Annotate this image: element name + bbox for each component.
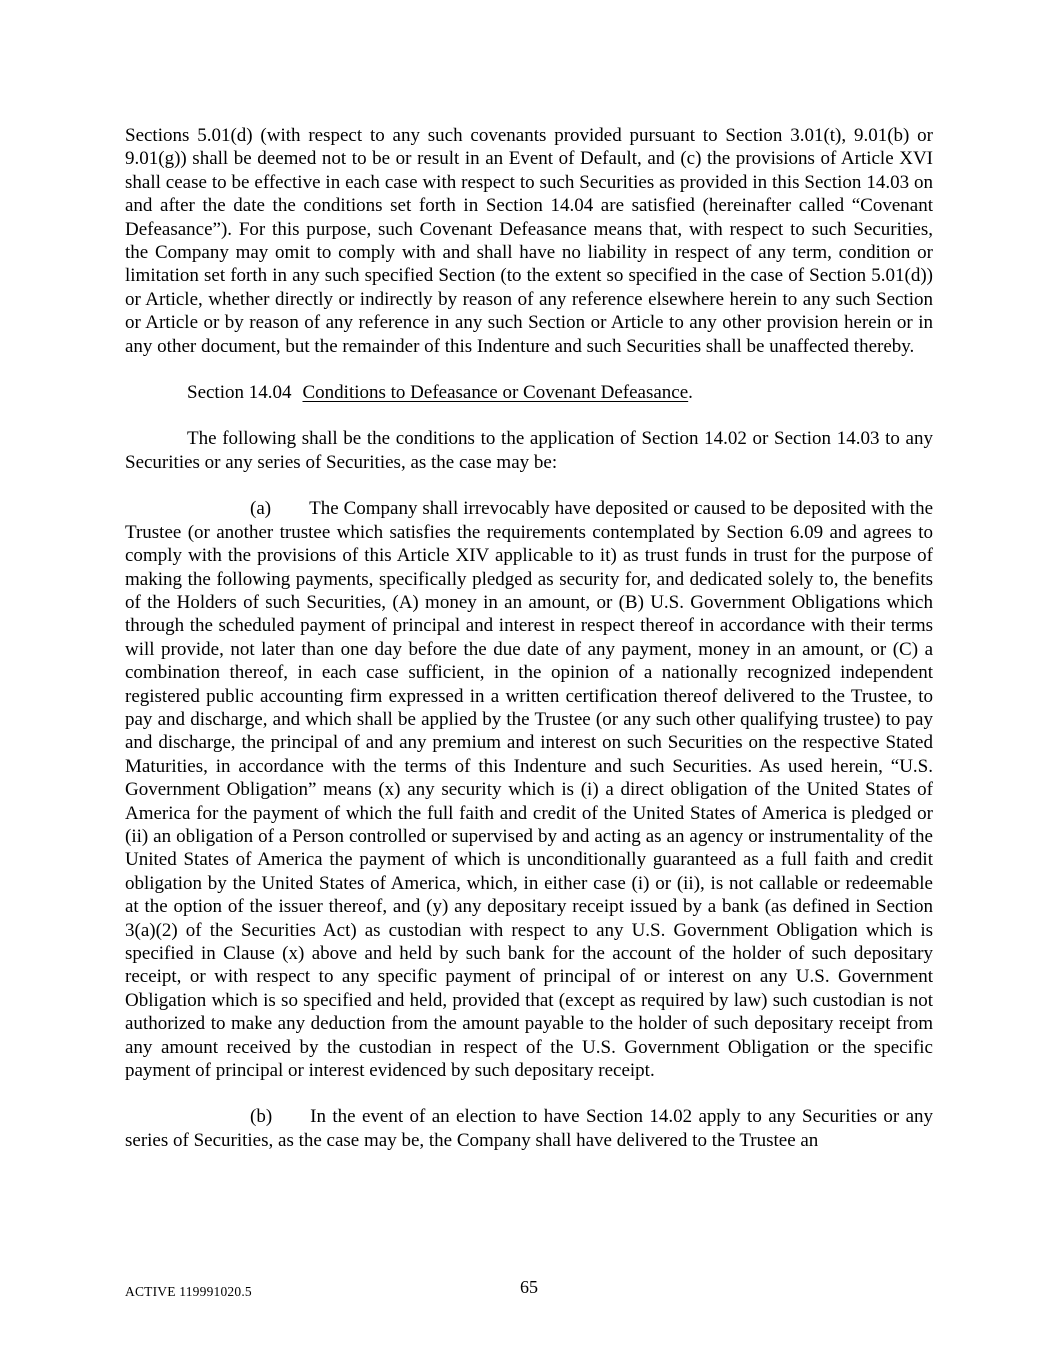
list-item-a xyxy=(125,497,933,1082)
list-text-b: In the event of an election to have Section 14.02 apply to any Securities or any series of Securities, as the case may be, the Company shall have delivered to the Trustee an xyxy=(125,1106,933,1151)
section-number: Section 14.04 xyxy=(187,382,292,404)
list-label-b: (b) xyxy=(250,1106,273,1128)
intro-paragraph: Sections 5.01(d) (with respect to any such covenants provided pursuant to Section 3.01(t), 9.01(b) or 9.01(g)) shall be deemed not to be or result in an Event of Default, and (c) the provisions of Article XVI shall cease to be effective in each case with respect to such Securities as provided in this Section 14.03 on and after the date the conditions set forth in Section 14.04 are satisfied (hereinafter called “Covenant Defeasance”). For this purpose, such Covenant Defeasance means that, with respect to such Securities, the Company may omit to comply with and shall have no liability in respect of any term, condition or limitation set forth in any such specified Section (to the extent so specified in the case of Section 5.01(d)) or Article, whether directly or indirectly by reason of any reference elsewhere herein to any such Section or Article or by reason of any reference in any such Section or Article to any other provision herein or in any other document, but the remainder of this Indenture and such Securities shall be unaffected thereby. xyxy=(125,125,933,357)
list-item-b xyxy=(125,1105,933,1152)
document-id: ACTIVE 119991020.5 xyxy=(125,1284,252,1299)
section-title-period: . xyxy=(688,382,693,404)
page-number: 65 xyxy=(520,1277,538,1297)
page-footer xyxy=(125,1276,933,1299)
section-title: Conditions to Defeasance or Covenant Defeasance xyxy=(302,382,689,404)
list-text-a: The Company shall irrevocably have deposited or caused to be deposited with the Trustee (or another trustee which satisfies the requirements contemplated by Section 6.09 and agrees to comply with the provisions of this Article XIV applicable to it) as trust funds in trust for the purpose of making the following payments, specifically pledged as security for, and dedicated solely to, the benefits of the Holders of such Securities, (A) money in an amount, or (B) U.S. Government Obligations which through the scheduled payment of principal and interest in respect thereof in accordance with their terms will provide, not later than one day before the due date of any payment, money in an amount, or (C) a combination thereof, in each case sufficient, in the opinion of a nationally recognized independent registered public accounting firm expressed in a written certification thereof delivered to the Trustee, to pay and discharge, and which shall be applied by the Trustee (or any such other qualifying trustee) to pay and discharge, the principal of and any premium and interest on such Securities on the respective Stated Maturities, in accordance with the terms of this Indenture and such Securities. As used herein, “U.S. Government Obligation” means (x) any security which is (i) a direct obligation of the United States of America for the payment of which the full faith and credit of the United States of America is pledged or (ii) an obligation of a Person controlled or supervised by and acting as an agency or instrumentality of the United States of America the payment of which is unconditionally guaranteed as a full faith and credit obligation by the United States of America, which, in either case (i) or (ii), is not callable or redeemable at the option of the issuer thereof, and (y) any depositary receipt issued by a bank (as defined in Section 3(a)(2) of the Securities Act) as custodian with respect to any U.S. Government Obligation which is specified in Clause (x) above and held by such bank for the account of the holder of such depositary receipt, or with respect to any specific payment of principal of or interest on any U.S. Government Obligation which is so specified and held, provided that (except as required by law) such custodian is not authorized to make any deduction from the amount payable to the holder of such depositary receipt from any amount received by the custodian in respect of the U.S. Government Obligation or the specific payment of principal or interest evidenced by such depositary receipt. xyxy=(125,498,933,1082)
conditions-paragraph: The following shall be the conditions to the application of Section 14.02 or Section 14.03 to any Securities or any series of Securities, as the case may be: xyxy=(125,428,933,473)
page-content xyxy=(125,124,933,1175)
list-label-a: (a) xyxy=(250,498,272,520)
section-heading xyxy=(125,381,933,404)
